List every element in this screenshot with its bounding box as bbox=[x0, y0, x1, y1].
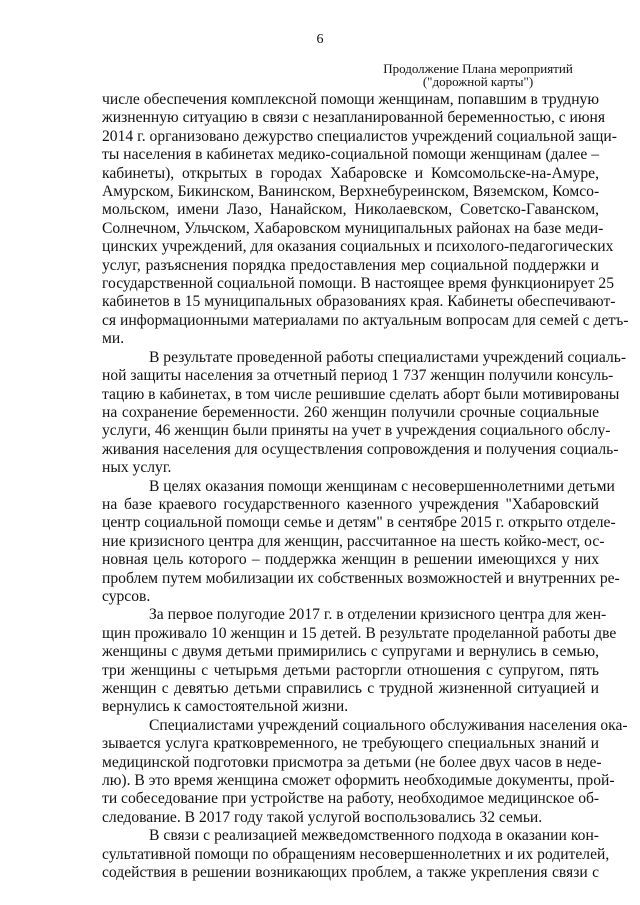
text-line: живания населения для осуществления сопровождения и получения социаль- bbox=[102, 440, 619, 458]
text-line: центр социальной помощи семье и детям" в сентябре 2015 г. открыто отделе- bbox=[102, 514, 616, 532]
text-line: ной защиты населения за отчетный период 1 737 женщин получили консуль- bbox=[102, 367, 614, 385]
text-line: ти собеседование при устройстве на работу, необходимое медицинское об- bbox=[102, 790, 600, 808]
paragraph bbox=[102, 477, 620, 607]
text-line: зывается услуга кратковременного, не требующего специальных знаний и bbox=[102, 735, 599, 753]
text-line: на сохранение беременности. 260 женщин получили срочные социальные bbox=[102, 403, 599, 421]
paragraph bbox=[102, 91, 629, 349]
text-line: ты населения в кабинетах медико-социальной помощи женщинам (далее – bbox=[102, 146, 599, 164]
text-line: проблем путем мобилизации их собственных возможностей и внутренних ре- bbox=[102, 569, 620, 587]
body-text bbox=[102, 91, 629, 882]
text-line: В целях оказания помощи женщинам с несовершеннолетними детьми bbox=[149, 477, 615, 495]
text-line: ние кризисного центра для женщин, рассчитанное на шесть койко-мест, ос- bbox=[102, 532, 605, 550]
text-line: щин проживало 10 женщин и 15 детей. В результате проделанной работы две bbox=[102, 624, 617, 642]
text-line: следование. В 2017 году такой услугой воспользовались 32 семьи. bbox=[102, 808, 543, 826]
text-line: женщин с девятью детьми справились с трудной жизненной ситуацией и bbox=[102, 680, 599, 697]
text-line: числе обеспечения комплексной помощи женщинам, попавшим в трудную bbox=[102, 91, 599, 108]
continuation-header bbox=[358, 62, 598, 88]
text-line: Специалистами учреждений социального обслуживания населения ока- bbox=[149, 716, 628, 734]
paragraph bbox=[102, 716, 628, 827]
text-line: женщины с двумя детьми примирились с супругами и вернулись в семью, bbox=[102, 643, 599, 661]
text-line: жизненную ситуацию в связи с незапланированной беременностью, с июня bbox=[102, 109, 606, 127]
text-line: кабинеты), открытых в городах Хабаровске и Комсомольске-на-Амуре, bbox=[102, 164, 599, 182]
continuation-header-line-2: ("дорожной карты") bbox=[422, 74, 534, 89]
text-line: услуг, разъяснения порядка предоставления мер социальной поддержки и bbox=[102, 256, 599, 274]
text-line: В результате проведенной работы специалистами учреждений социаль- bbox=[149, 348, 627, 366]
text-line: За первое полугодие 2017 г. в отделении кризисного центра для жен- bbox=[149, 606, 607, 624]
text-line: содействия в решении возникающих проблем, а также укрепления связи с bbox=[102, 864, 599, 882]
text-line: Солнечном, Ульчском, Хабаровском муниципальных районах на базе меди- bbox=[102, 219, 604, 237]
text-line: государственной социальной помощи. В настоящее время функционирует 25 bbox=[102, 275, 614, 293]
text-line: В связи с реализацией межведомственного подхода в оказании кон- bbox=[149, 827, 599, 845]
text-line: услуги, 46 женщин были приняты на учет в учреждения социального обслу- bbox=[102, 422, 611, 440]
text-line: новная цель которого – поддержка женщин в решении имеющихся у них bbox=[102, 551, 599, 569]
text-line: мольском, имени Лазо, Нанайском, Николаевском, Советско-Гаванском, bbox=[102, 201, 599, 219]
text-line: лю). В это время женщина сможет оформить необходимые документы, прой- bbox=[102, 772, 615, 790]
paragraph bbox=[102, 348, 627, 478]
text-line: вернулись к самостоятельной жизни. bbox=[102, 698, 349, 716]
continuation-header-line-1: Продолжение Плана мероприятий bbox=[383, 61, 573, 76]
text-line: Амурском, Бикинском, Ванинском, Верхнебуреинском, Вяземском, Комсо- bbox=[102, 183, 600, 201]
text-line: кабинетов в 15 муниципальных образованиях края. Кабинеты обеспечивают- bbox=[102, 293, 616, 311]
text-line: три женщины с четырьмя детьми расторгли отношения с супругом, пять bbox=[102, 661, 599, 679]
paragraph bbox=[102, 827, 610, 882]
text-line: сурсов. bbox=[102, 587, 151, 605]
text-line: ми. bbox=[102, 330, 125, 348]
text-line: 2014 г. организовано дежурство специалистов учреждений социальной защи- bbox=[102, 127, 617, 145]
paragraph bbox=[102, 606, 617, 716]
text-line: медицинской подготовки присмотра за детьми (не более двух часов в неде- bbox=[102, 753, 602, 771]
text-line: ся информационными материалами по актуальным вопросам для семей с детъ- bbox=[102, 311, 629, 329]
text-line: на базе краевого государственного казенного учреждения "Хабаровский bbox=[102, 495, 599, 513]
text-line: ных услуг. bbox=[102, 459, 172, 477]
text-line: цинских учреждений, для оказания социальных и психолого-педагогических bbox=[102, 238, 614, 256]
page-number: 6 bbox=[316, 32, 324, 47]
text-line: тацию в кабинетах, в том числе решившие сделать аборт были мотивированы bbox=[102, 385, 620, 403]
text-line: сультативной помощи по обращениям несовершеннолетних и их родителей, bbox=[102, 845, 610, 863]
